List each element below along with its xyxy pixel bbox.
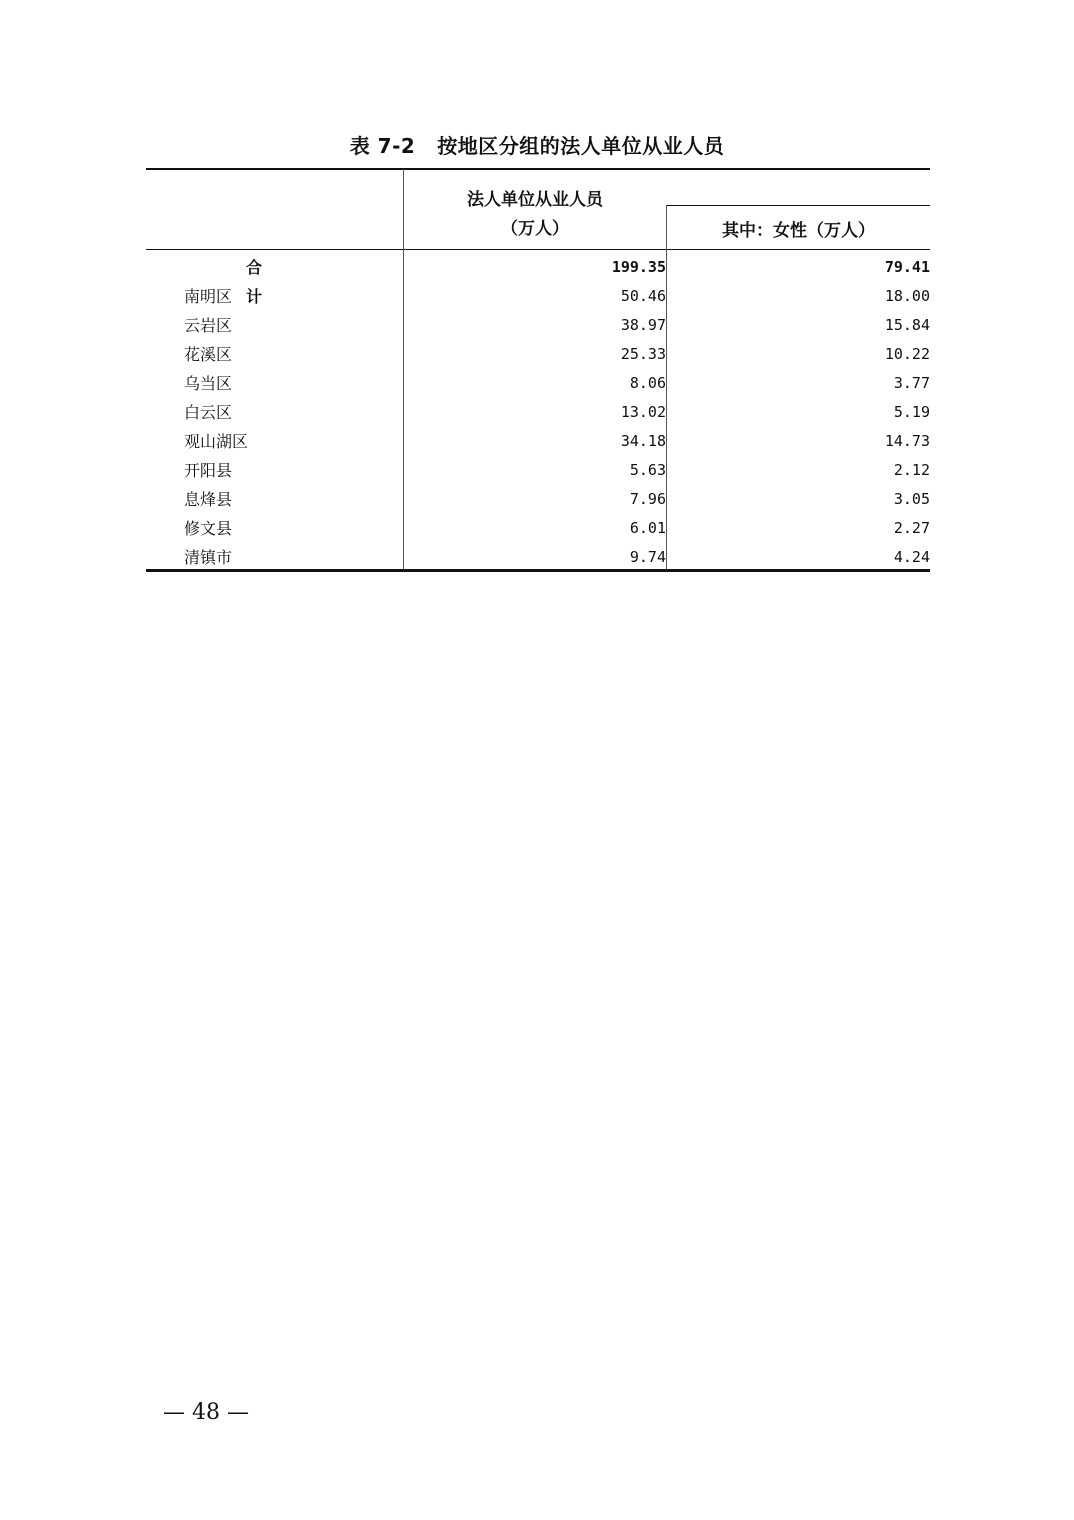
cell-female: 15.84	[884, 316, 930, 334]
row-name: 清镇市	[184, 548, 233, 567]
table-top-rule	[146, 168, 930, 170]
cell-total: 8.06	[629, 374, 666, 392]
row-name: 息烽县	[184, 490, 233, 509]
table-row	[146, 514, 930, 543]
cell-female: 18.00	[884, 287, 930, 305]
row-name: 合 计	[246, 258, 273, 306]
row-name: 花溪区	[184, 345, 233, 364]
cell-female: 2.27	[893, 519, 930, 537]
header-employees	[404, 186, 666, 244]
row-name: 南明区	[184, 287, 233, 306]
row-name: 白云区	[184, 403, 233, 422]
subheader-rule	[666, 205, 930, 206]
row-name: 开阳县	[184, 461, 233, 480]
cell-female: 5.19	[893, 403, 930, 421]
cell-total: 13.02	[620, 403, 666, 421]
header-employees-label: 法人单位从业人员	[467, 190, 603, 210]
cell-total: 5.63	[629, 461, 666, 479]
cell-female: 14.73	[884, 432, 930, 450]
table-row	[146, 456, 930, 485]
table-title	[0, 130, 1074, 159]
row-name: 乌当区	[184, 374, 233, 393]
cell-female: 10.22	[884, 345, 930, 363]
cell-total: 38.97	[620, 316, 666, 334]
cell-total: 50.46	[620, 287, 666, 305]
cell-female: 4.24	[893, 548, 930, 566]
cell-total: 9.74	[629, 548, 666, 566]
row-name: 云岩区	[184, 316, 233, 335]
table-title-text: 按地区分组的法人单位从业人员	[437, 134, 725, 158]
table-row	[146, 340, 930, 369]
table-row	[146, 282, 930, 311]
table-number: 表 7-2	[349, 134, 416, 158]
page-number: — 48 —	[163, 1400, 249, 1425]
header-female: 其中：女性（万人）	[722, 221, 875, 241]
table-row	[146, 427, 930, 456]
table-row	[146, 485, 930, 514]
table-row	[146, 369, 930, 398]
table-body	[146, 253, 930, 572]
cell-female: 2.12	[893, 461, 930, 479]
header-rule	[146, 249, 930, 250]
cell-total: 34.18	[620, 432, 666, 450]
table-row	[146, 398, 930, 427]
row-name: 观山湖区	[184, 432, 249, 451]
cell-female: 3.05	[893, 490, 930, 508]
cell-female: 79.41	[884, 258, 930, 276]
cell-total: 7.96	[629, 490, 666, 508]
cell-total: 25.33	[620, 345, 666, 363]
table-row	[146, 311, 930, 340]
header-employees-unit: （万人）	[501, 219, 569, 239]
table-row	[146, 543, 930, 572]
cell-total: 6.01	[629, 519, 666, 537]
cell-total: 199.35	[611, 258, 666, 276]
cell-female: 3.77	[893, 374, 930, 392]
row-name: 修文县	[184, 519, 233, 538]
